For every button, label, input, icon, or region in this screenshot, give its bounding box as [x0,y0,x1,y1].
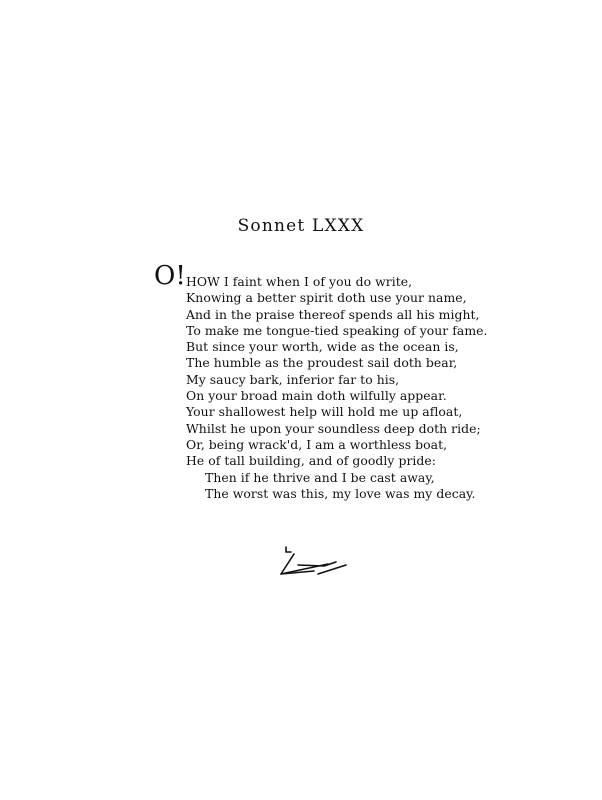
couplet-line: The worst was this, my love was my decay. [205,485,476,501]
poem-title: Sonnet LXXX [237,216,365,236]
poem-line: On your broad main doth wilfully appear. [186,388,447,404]
drop-cap: O! [154,261,186,291]
couplet-line: Then if he thrive and I be cast away, [205,469,435,485]
poem-line: Or, being wrack'd, I am a worthless boat, [186,436,448,452]
poem-line: He of tall building, and of goodly pride: [186,453,437,469]
poem-line: Whilst he upon your soundless deep doth ride; [186,420,481,436]
signature-mark [278,543,348,583]
poem-body [186,274,488,502]
poem-line: But since your worth, wide as the ocean is, [186,339,459,355]
poem-line: Your shallowest help will hold me up afloat, [186,404,463,420]
poem-line: Knowing a better spirit doth use your name, [186,290,467,306]
poem-line: The humble as the proudest sail doth bear, [186,355,458,371]
poem-line: And in the praise thereof spends all his might, [186,306,480,322]
poem-line: My saucy bark, inferior far to his, [186,371,400,387]
poem-line: HOW I faint when I of you do write, [186,274,413,289]
poem-line: To make me tongue-tied speaking of your fame. [186,322,488,338]
